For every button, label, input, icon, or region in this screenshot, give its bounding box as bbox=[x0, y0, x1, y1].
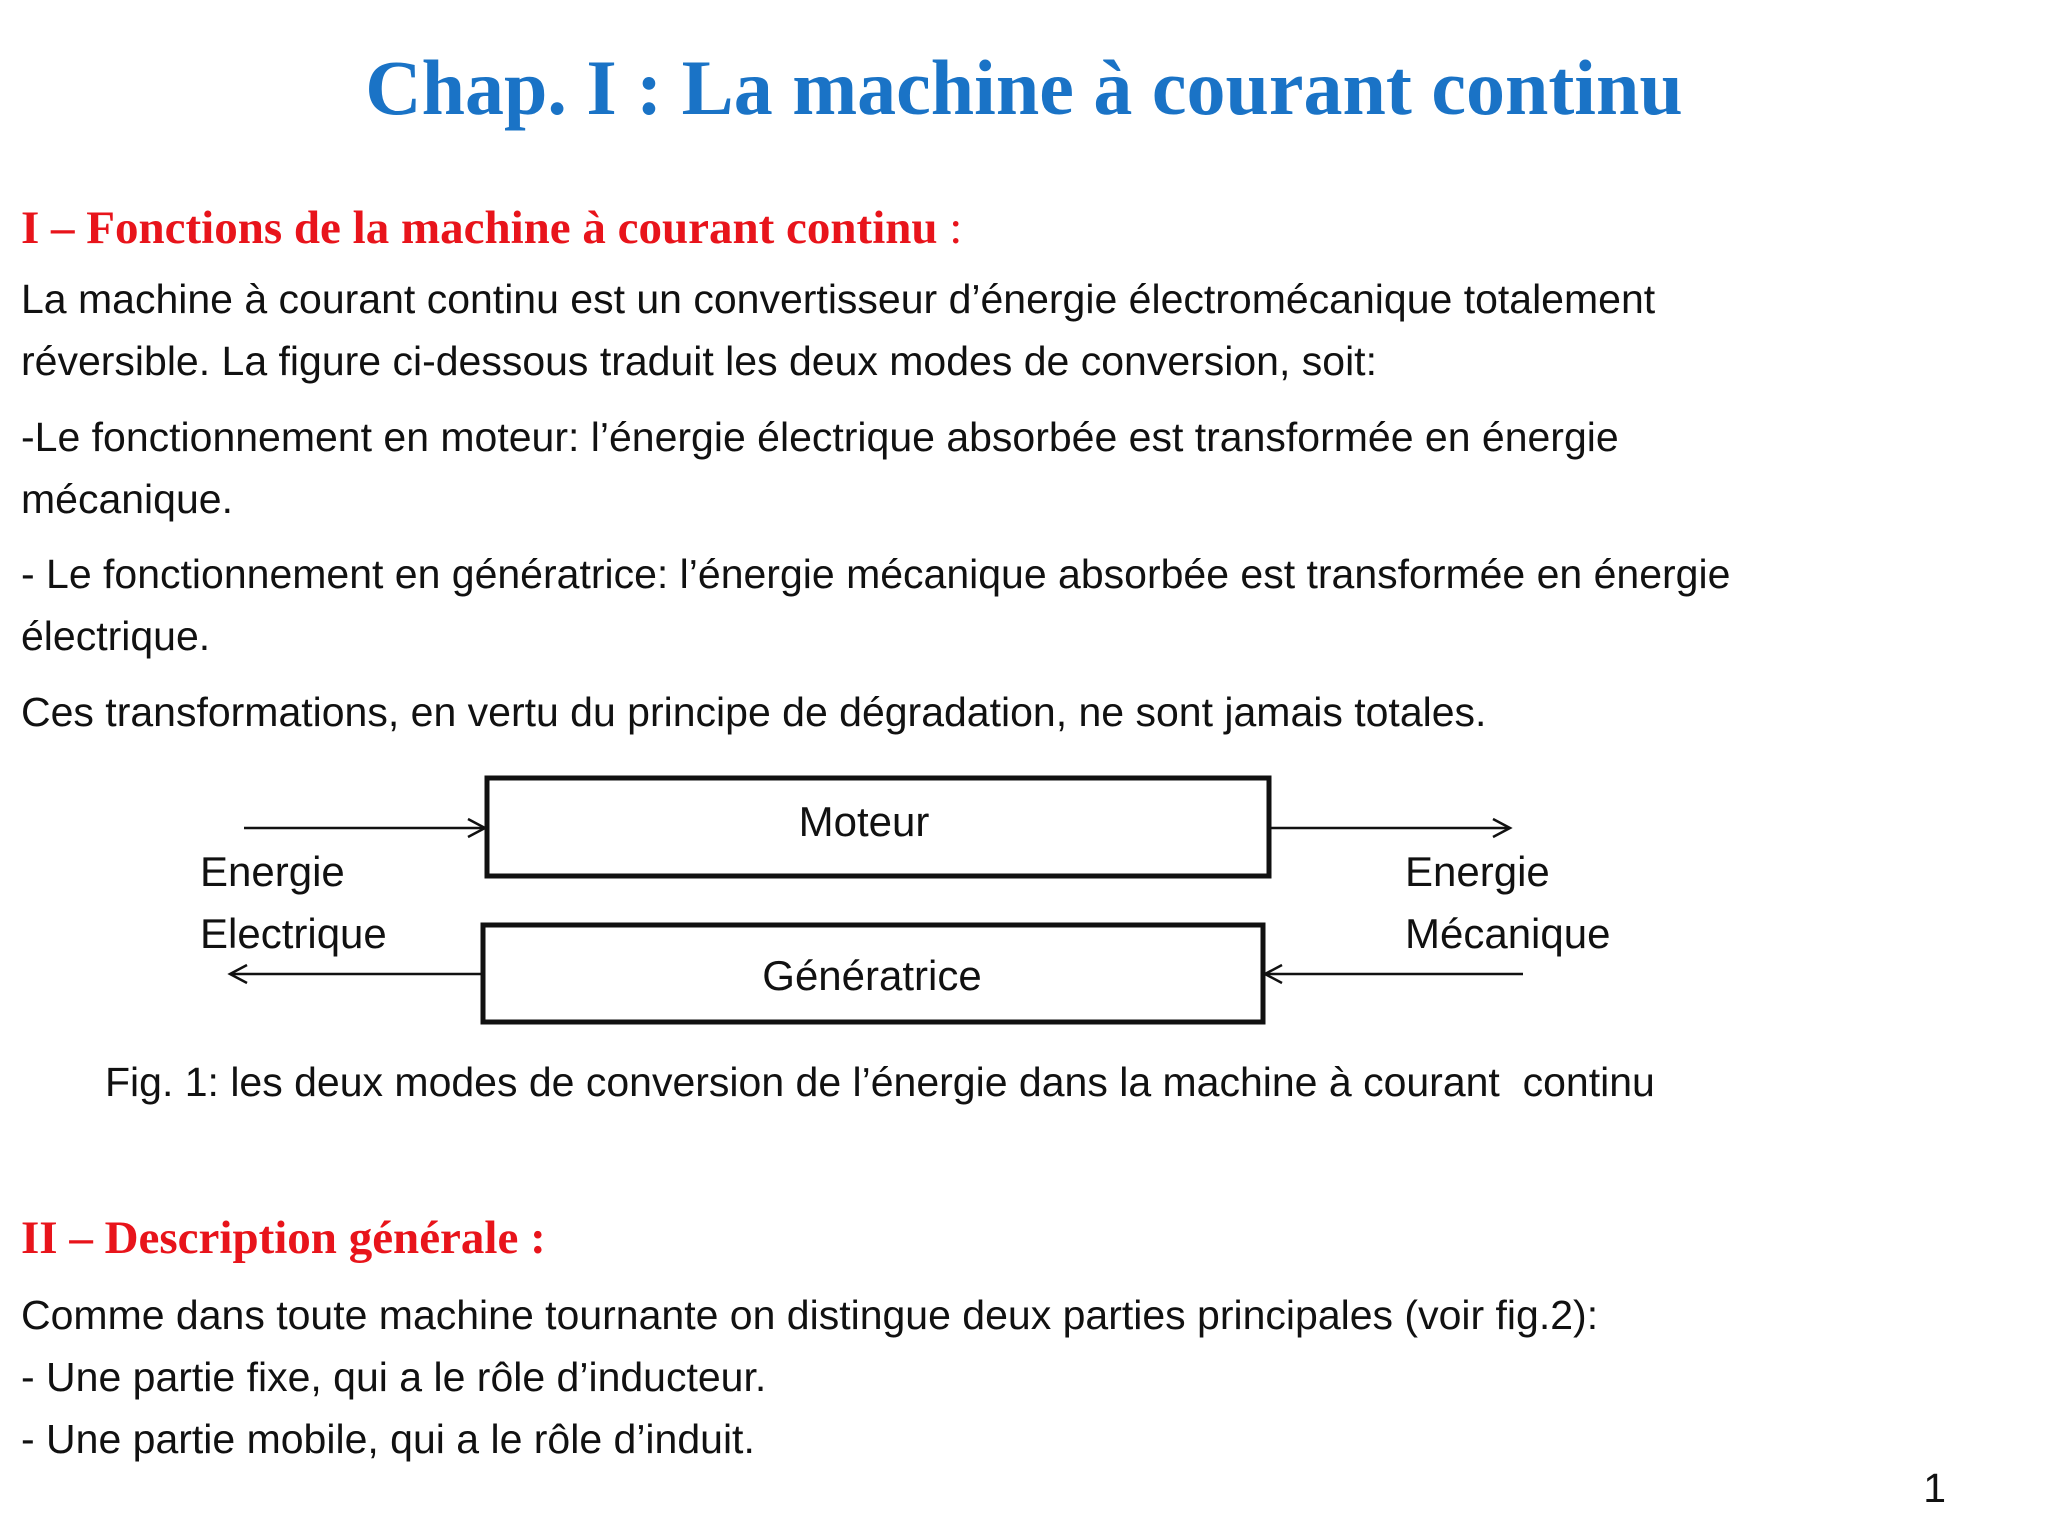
paragraph-line: - Le fonctionnement en génératrice: l’énergie mécanique absorbée est transformée en énergie bbox=[21, 551, 1731, 597]
paragraph-line: -Le fonctionnement en moteur: l’énergie électrique absorbée est transformée en énergie bbox=[21, 414, 1619, 460]
mechanical-energy-label-line2: Mécanique bbox=[1405, 910, 1611, 957]
paragraph-line: Ces transformations, en vertu du principe de dégradation, ne sont jamais totales. bbox=[21, 689, 1487, 735]
description-paragraph bbox=[21, 1284, 2021, 1470]
section-1-heading-colon: : bbox=[937, 202, 963, 254]
mechanical-output-arrow bbox=[1271, 819, 1510, 837]
paragraph-line: Comme dans toute machine tournante on distingue deux parties principales (voir fig.2): bbox=[21, 1292, 1599, 1338]
section-1-heading-text: I – Fonctions de la machine à courant continu bbox=[21, 202, 938, 254]
electric-output-arrow bbox=[230, 965, 481, 983]
paragraph-line: électrique. bbox=[21, 613, 211, 659]
mechanical-energy-label-line1: Energie bbox=[1405, 848, 1550, 895]
mechanical-input-arrow bbox=[1265, 965, 1523, 983]
motor-box-label: Moteur bbox=[798, 798, 930, 845]
electric-energy-label-line2: Electrique bbox=[200, 910, 387, 957]
electric-energy-label-line1: Energie bbox=[200, 848, 345, 895]
section-2-heading: II – Description générale : bbox=[21, 1212, 546, 1264]
page-number: 1 bbox=[1923, 1465, 1946, 1511]
slide-title: Chap. I : La machine à courant continu bbox=[365, 44, 1683, 131]
paragraph-line: réversible. La figure ci-dessous traduit les deux modes de conversion, soit: bbox=[21, 338, 1377, 384]
paragraph-line: La machine à courant continu est un convertisseur d’énergie électromécanique totalement bbox=[21, 276, 1656, 322]
electric-input-arrow bbox=[244, 819, 485, 837]
list-item-fixed-part: - Une partie fixe, qui a le rôle d’inducteur. bbox=[21, 1354, 767, 1400]
generator-box-label: Génératrice bbox=[762, 952, 982, 999]
figure-1-caption: Fig. 1: les deux modes de conversion de l’énergie dans la machine à courant continu bbox=[105, 1059, 1655, 1105]
list-item-mobile-part: - Une partie mobile, qui a le rôle d’induit. bbox=[21, 1416, 755, 1462]
paragraph-line: mécanique. bbox=[21, 476, 233, 522]
